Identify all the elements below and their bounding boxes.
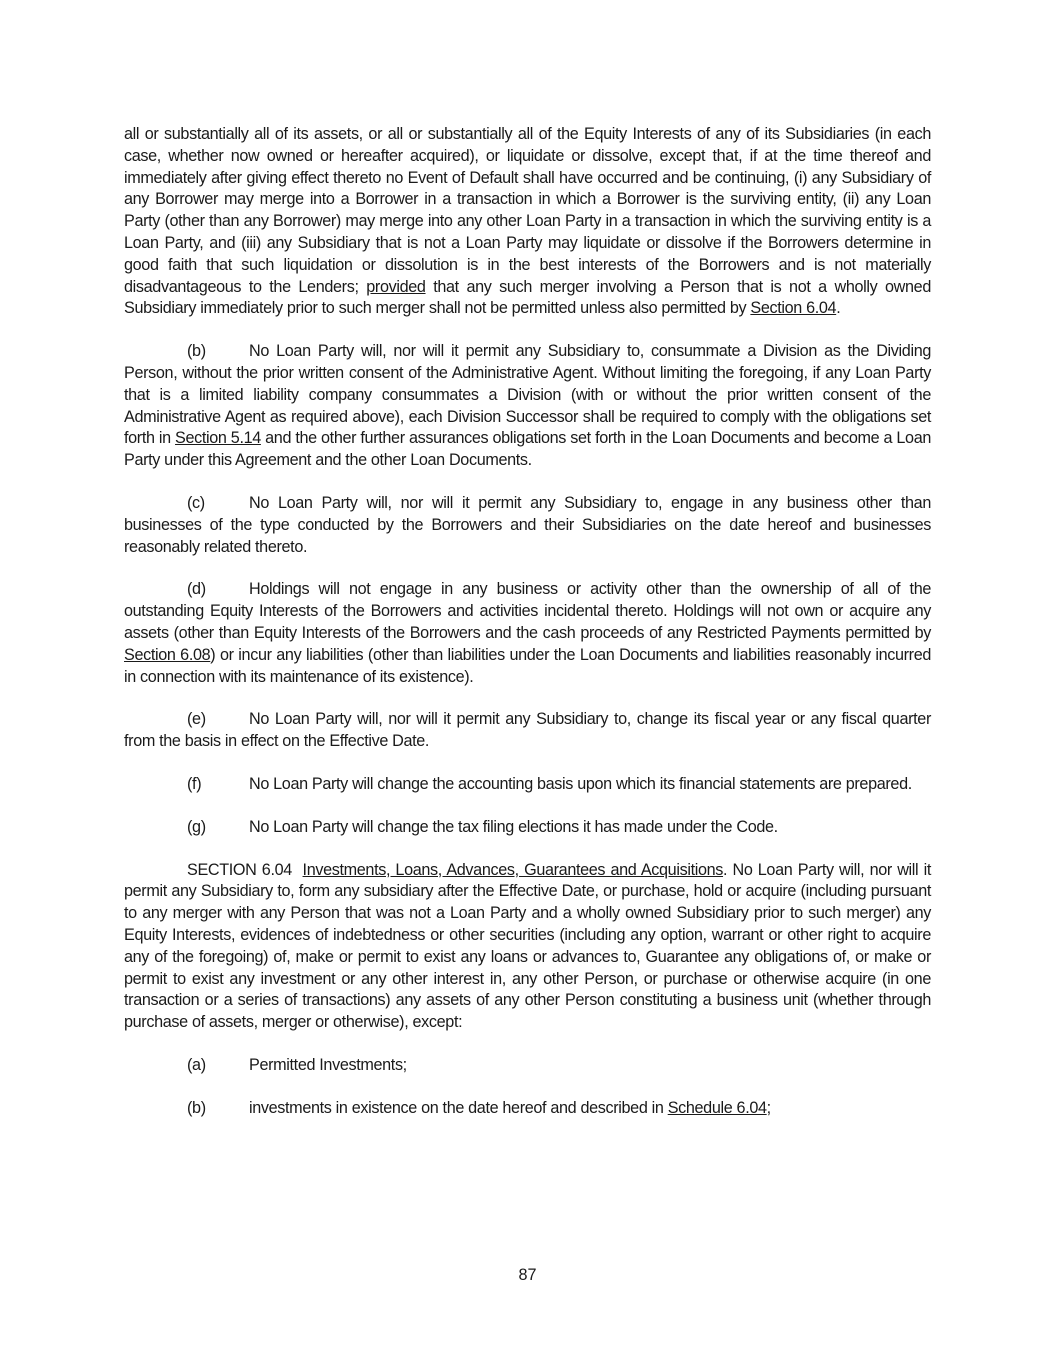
clause-label: (d)	[187, 580, 206, 599]
page-number: 87	[518, 1266, 537, 1284]
section-ref-link[interactable]: Section 6.08	[124, 645, 211, 664]
clause-label: (c)	[187, 493, 205, 512]
clause-label: (g)	[187, 817, 206, 836]
clause-b: (b) No Loan Party will, nor will it permit any Subsidiary to, consummate a Division as the Dividing Person, without the prior written consent of the Administrative Agent. Without limiting the foregoing, if any Loan Party that is a limited liability company consummates a Division (with or without the prior written consent of the Administrative Agent as required above), each Division Successor shall be required to comply with the obligations set forth in Section 5.14 and the other further assurances obligations set forth in the Loan Documents and become a Loan Party under this Agreement and the other Loan Documents.	[124, 342, 931, 470]
clause-c: (c) No Loan Party will, nor will it permit any Subsidiary to, engage in any business other than businesses of the type conducted by the Borrowers and their Subsidiaries on the date hereof and businesses reasonably related thereto.	[124, 493, 931, 556]
list-item-b: (b) investments in existence on the date hereof and described in Schedule 6.04;	[187, 1098, 931, 1120]
clause-g: (g) No Loan Party will change the tax filing elections it has made under the Code.	[124, 817, 931, 839]
clause-d: (d) Holdings will not engage in any business or activity other than the ownership of all of the outstanding Equity Interests of the Borrowers and activities incidental thereto. Holdings will not own or acquire any assets (other than Equity Interests of the Borrowers and the cash proceeds of any Restricted Payments permitted by Section 6.08) or incur any liabilities (other than liabilities under the Loan Documents and liabilities reasonably incurred in connection with its maintenance of its existence).	[124, 580, 932, 686]
section-ref-link[interactable]: Section 6.04	[750, 299, 837, 318]
document-page	[124, 124, 931, 1140]
section-ref-link[interactable]: Section 5.14	[175, 429, 261, 448]
section-6-04: SECTION 6.04 Investments, Loans, Advances, Guarantees and Acquisitions. No Loan Party will, nor will it permit any Subsidiary to, form any subsidiary after the Effective Date, or purchase, hold or acquire (including pursuant to any merger with any Person that was not a Loan Party and a wholly owned Subsidiary prior to such merger) any Equity Interests, evidences of indebtedness or other securities (including any option, warrant or other right to acquire any of the foregoing) of, make or permit to exist any loans or advances to, Guarantee any obligations of, or make or permit to exist any investment or any other interest in, any other Person, or purchase or otherwise acquire (in one transaction or a series of transactions) any assets of any other Person constituting a business unit (whether through purchase of assets, merger or otherwise), except:	[124, 860, 931, 1032]
section-number: SECTION 6.04	[187, 860, 292, 879]
clause-label: (e)	[187, 710, 206, 729]
section-heading: Investments, Loans, Advances, Guarantees and Acquisitions	[302, 860, 724, 879]
item-label: (b)	[187, 1098, 206, 1117]
clause-f: (f) No Loan Party will change the accounting basis upon which its financial statements are prepared.	[124, 774, 931, 796]
item-label: (a)	[187, 1055, 206, 1074]
continuation-paragraph: all or substantially all of its assets, or all or substantially all of the Equity Interests of any of its Subsidiaries (in each case, whether now owned or hereafter acquired), or liquidate or dissolve, except that, if at the time thereof and immediately after giving effect thereto no Event of Default shall have occurred and be continuing, (i) any Subsidiary of any Borrower may merge into a Borrower in a transaction in which a Borrower is the surviving entity, (ii) any Loan Party (other than any Borrower) may merge into any other Loan Party in a transaction in which the surviving entity is a Loan Party, and (iii) any Subsidiary that is not a Loan Party may liquidate or dissolve if the Borrowers determine in good faith that such liquidation or dissolution is in the best interests of the Borrowers and is not materially disadvantageous to the Lenders; provided that any such merger involving a Person that is not a wholly owned Subsidiary immediately prior to such merger shall not be permitted unless also permitted by Section 6.04.	[124, 125, 931, 318]
schedule-ref-link[interactable]: Schedule 6.04	[667, 1098, 767, 1117]
list-item-a: (a) Permitted Investments;	[187, 1055, 931, 1077]
clause-e: (e) No Loan Party will, nor will it permit any Subsidiary to, change its fiscal year or any fiscal quarter from the basis in effect on the Effective Date.	[124, 710, 931, 751]
clause-label: (b)	[187, 342, 206, 361]
provided-term: provided	[366, 277, 426, 296]
clause-label: (f)	[187, 774, 202, 793]
